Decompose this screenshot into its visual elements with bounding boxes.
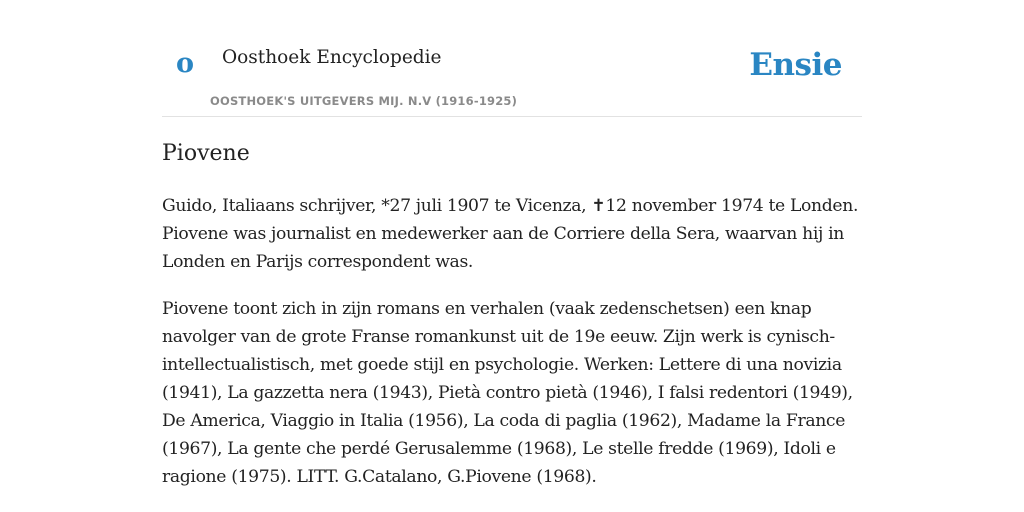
site-header	[162, 0, 862, 117]
site-logo[interactable]: o	[176, 48, 195, 79]
article-paragraph-2: Piovene toont zich in zijn romans en verhalen (vaak zedenschetsen) een knap navolger van de grote Franse romankunst uit de 19e eeuw. Zijn werk is cynisch-intellectualistisch, met goede stijl en psychologie. Werken: Lettere di una novizia (1941), La gazzetta nera (1943), Pietà contro pietà (1946), I falsi redentori (1949), De America, Viaggio in Italia (1956), La coda di paglia (1962), Madame la France (1967), La gente che perdé Gerusalemme (1968), Le stelle fredde (1969), Idoli e ragione (1975). LITT. G.Catalano, G.Piovene (1968).	[162, 299, 853, 487]
ensie-logo-link[interactable]: Ensie	[749, 47, 842, 83]
article	[162, 138, 862, 491]
article-title: Piovene	[162, 141, 250, 166]
site-title[interactable]: Oosthoek Encyclopedie	[222, 47, 442, 68]
publisher-label: OOSTHOEK'S UITGEVERS MIJ. N.V (1916-1925)	[210, 94, 518, 108]
article-paragraph-1: Guido, Italiaans schrijver, *27 juli 1907 te Vicenza, ✝12 november 1974 te Londen. Piovene was journalist en medewerker aan de Corriere della Sera, waarvan hij in Londen en Parijs correspondent was.	[162, 196, 859, 272]
